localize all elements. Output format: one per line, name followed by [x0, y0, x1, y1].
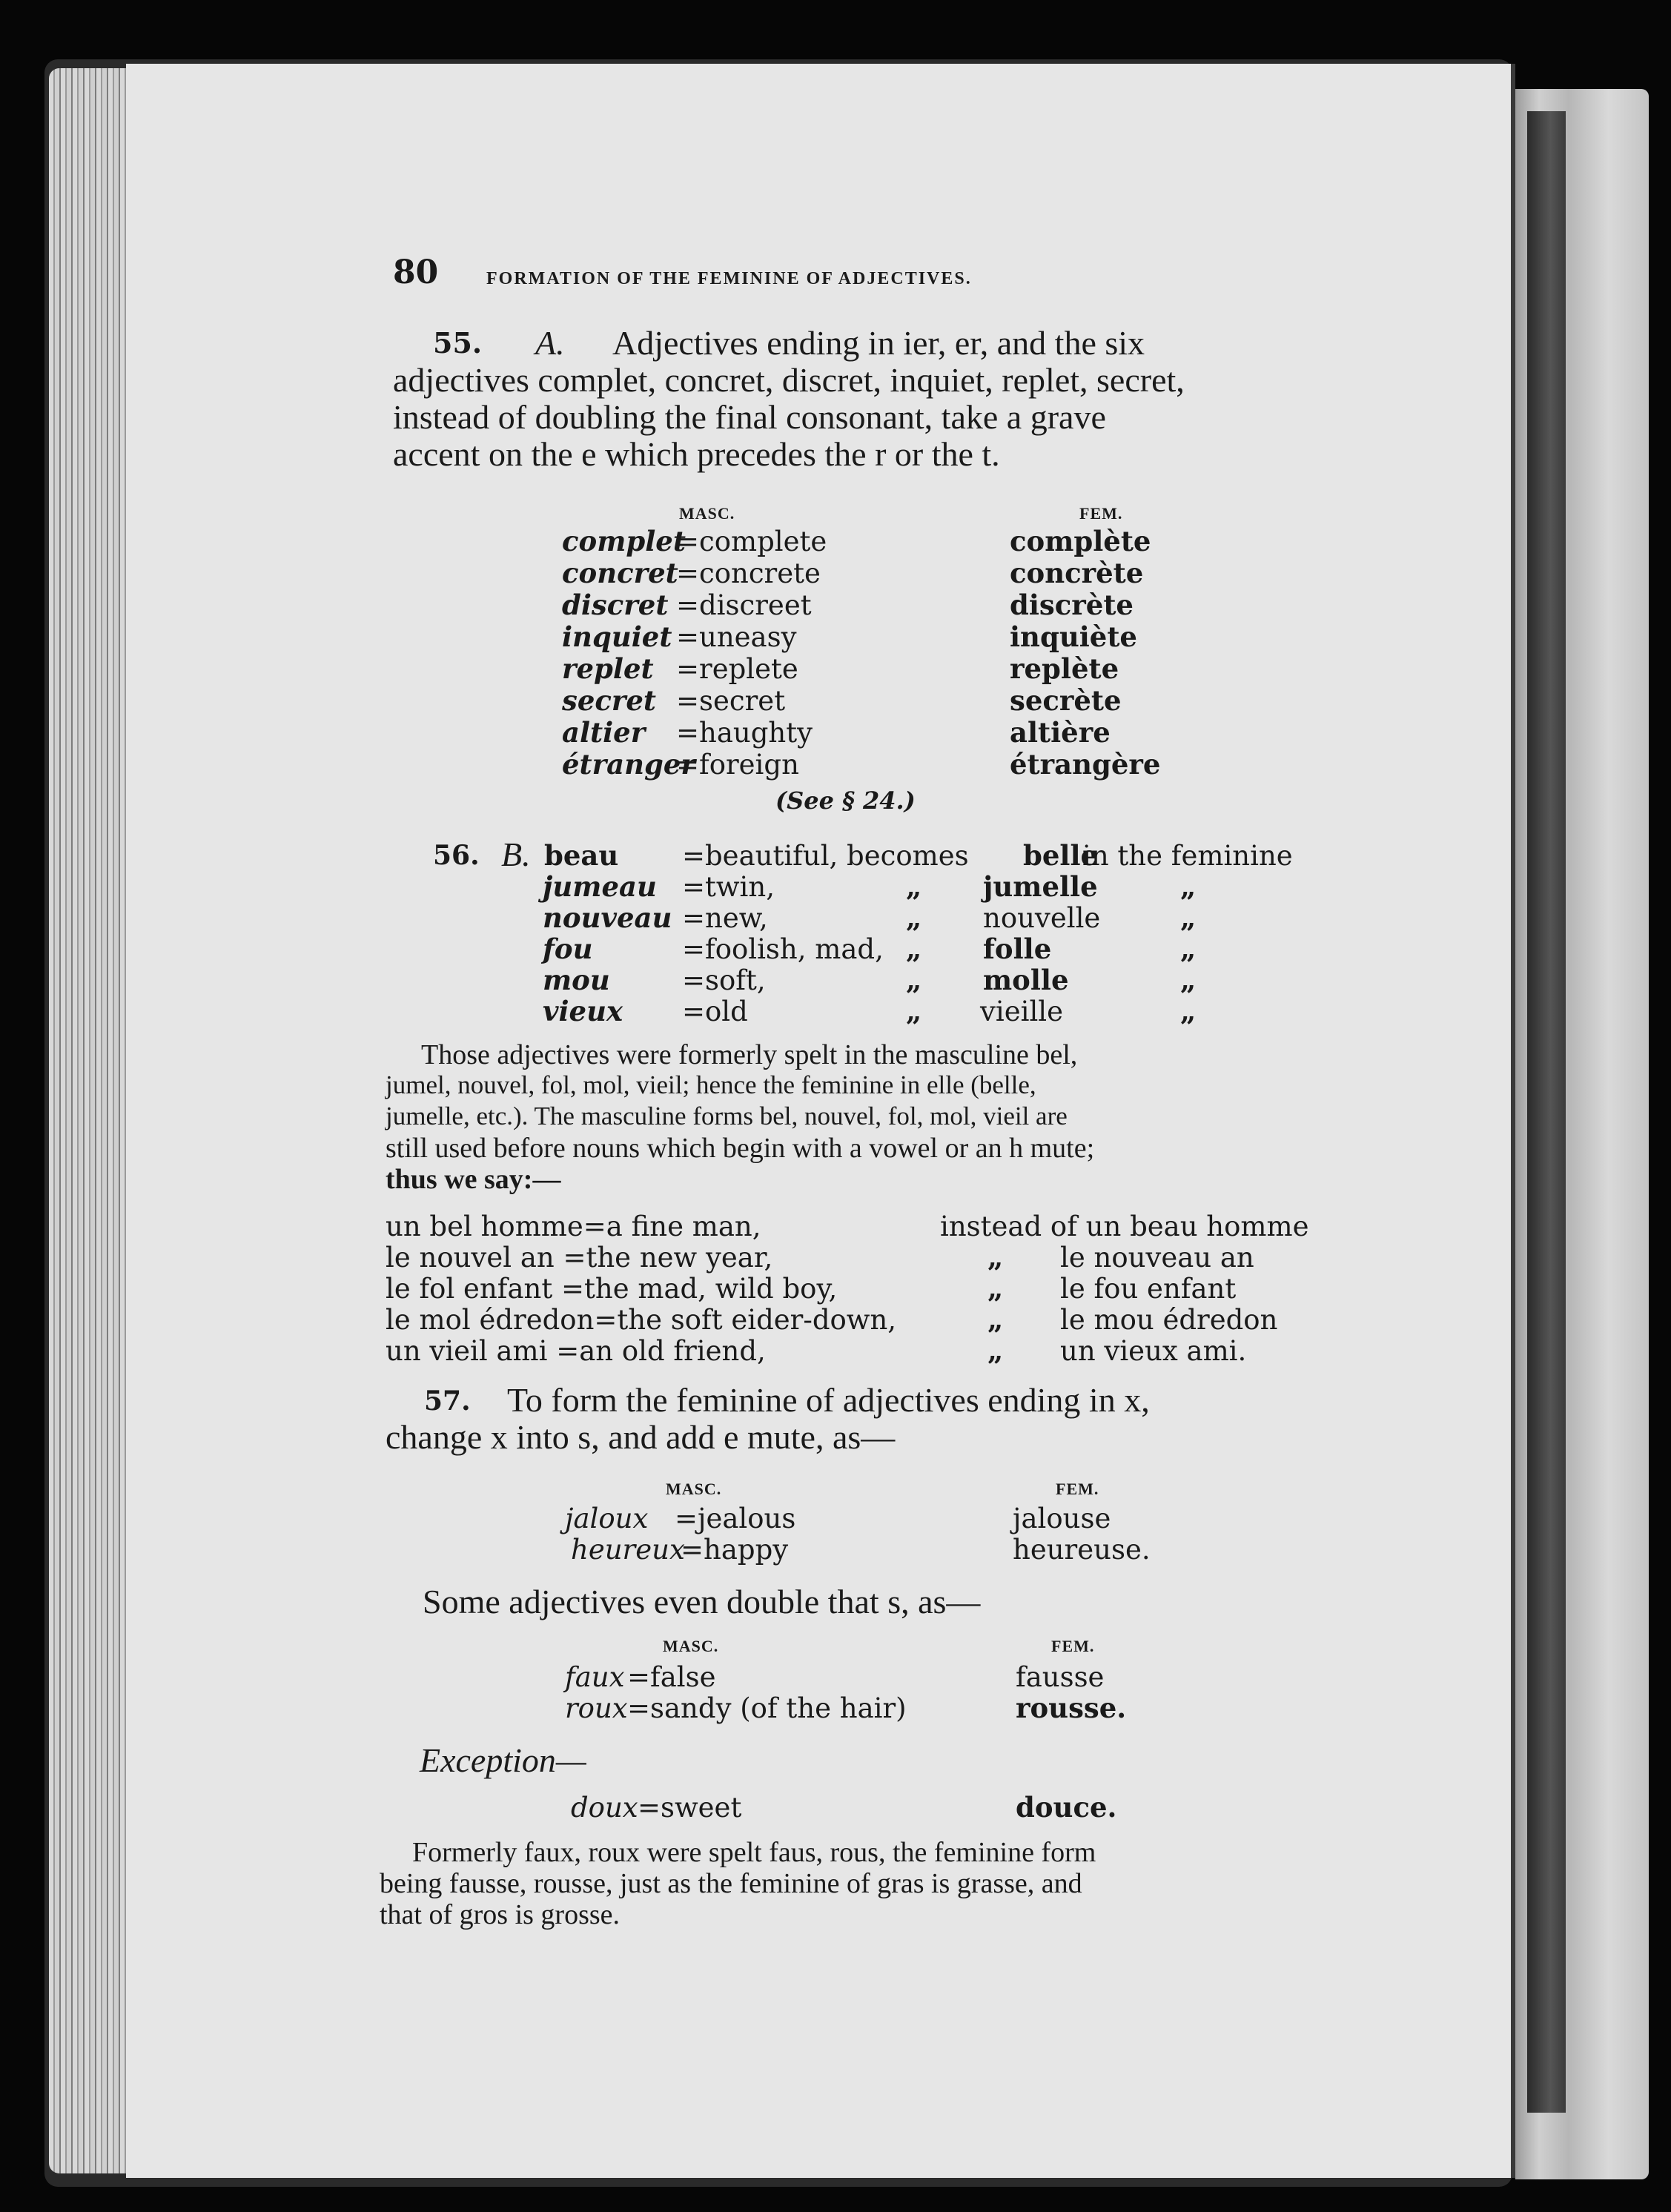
meaning: =sweet: [638, 1792, 742, 1824]
fem-word: nouvelle: [983, 902, 1101, 934]
ditto-mark: „: [906, 933, 922, 965]
meaning: =foreign: [676, 749, 799, 781]
masc-word: heureux: [571, 1534, 685, 1566]
meaning: =soft,: [682, 964, 766, 996]
fem-word: complète: [1010, 525, 1151, 557]
example-right: instead of un beau homme: [940, 1211, 1309, 1242]
example-left: le mol édredon=the soft eider-down,: [386, 1304, 897, 1336]
page-edges: [49, 68, 130, 2173]
ditto-mark: „: [906, 870, 922, 903]
fem-word: belle: [1023, 839, 1099, 872]
fem-word: vieille: [980, 996, 1064, 1027]
note-line: Formerly faux, roux were spelt faus, rous, the feminine form: [412, 1837, 1096, 1868]
note-line: still used before nouns which begin with a vowel or an h mute;: [386, 1133, 1095, 1164]
masc-word: nouveau: [543, 901, 672, 934]
note-line: thus we say:—: [386, 1164, 561, 1195]
column-header-masc: MASC.: [666, 1480, 722, 1498]
fem-word: douce.: [1016, 1791, 1117, 1824]
fem-word: étrangère: [1010, 748, 1161, 781]
meaning: =old: [682, 996, 748, 1027]
meaning: =beautiful, becomes: [682, 840, 969, 872]
meaning: =jealous: [675, 1503, 796, 1534]
note-line: jumel, nouvel, fol, mol, vieil; hence the feminine in elle (belle,: [386, 1070, 1036, 1099]
body-line: instead of doubling the final consonant, take a grave: [393, 398, 1106, 436]
meaning: =uneasy: [676, 621, 797, 653]
meaning: =sandy (of the hair): [627, 1692, 907, 1724]
cross-reference: (See § 24.): [775, 787, 916, 815]
example-left: un vieil ami =an old friend,: [386, 1335, 766, 1367]
ditto-mark: „: [1180, 995, 1197, 1027]
note-line: jumelle, etc.). The masculine forms bel, nouvel, fol, mol, vieil are: [386, 1102, 1068, 1130]
masc-word: concret: [562, 557, 678, 589]
ditto-mark: „: [906, 964, 922, 996]
section-number: 56.: [433, 840, 480, 871]
note-line: that of gros is grosse.: [380, 1899, 621, 1930]
note-line: Those adjectives were formerly spelt in the masculine bel,: [421, 1039, 1078, 1070]
section-number: 55.: [433, 326, 483, 360]
fem-word: concrète: [1010, 557, 1144, 589]
fem-word: inquiète: [1010, 620, 1137, 653]
masc-word: altier: [562, 716, 646, 749]
ditto-mark: „: [906, 901, 922, 934]
masc-word: complet: [562, 525, 686, 557]
meaning: =twin,: [682, 871, 775, 903]
running-title: FORMATION OF THE FEMININE OF ADJECTIVES.: [486, 269, 972, 288]
masc-word: doux: [571, 1792, 638, 1824]
note-line: being fausse, rousse, just as the feminine of gras is grasse, and: [380, 1868, 1082, 1899]
column-header-masc: MASC.: [679, 504, 735, 523]
ditto-mark: „: [1180, 901, 1197, 934]
ditto-mark: „: [906, 995, 922, 1027]
body-line: Adjectives ending in ier, er, and the six: [612, 324, 1145, 362]
example-right: le nouveau an: [1060, 1242, 1254, 1274]
column-header-fem: FEM.: [1056, 1480, 1099, 1498]
meaning: =new,: [682, 902, 768, 934]
section-letter: B.: [501, 835, 531, 873]
ditto-mark: „: [987, 1272, 1004, 1305]
fem-word: secrète: [1010, 684, 1122, 717]
body-line: change x into s, and add e mute, as—: [386, 1418, 896, 1456]
masc-word: étranger: [562, 748, 695, 781]
meaning: =discreet: [676, 589, 812, 621]
section-number: 57.: [424, 1385, 471, 1417]
section-letter: A.: [535, 324, 565, 362]
ditto-mark: „: [1180, 964, 1197, 996]
example-right: le fou enfant: [1060, 1273, 1237, 1305]
fem-word: heureuse.: [1013, 1534, 1151, 1566]
body-line: Some adjectives even double that s, as—: [423, 1583, 981, 1620]
masc-word: secret: [562, 684, 657, 717]
column-header-masc: MASC.: [663, 1637, 719, 1655]
masc-word: fou: [543, 933, 593, 965]
binding-shadow: [1527, 111, 1566, 2113]
example-right: un vieux ami.: [1060, 1335, 1247, 1367]
masc-word: inquiet: [562, 620, 672, 653]
row-tail: in the feminine: [1082, 840, 1293, 872]
fem-word: replète: [1010, 652, 1119, 685]
ditto-mark: „: [987, 1334, 1004, 1367]
masc-word: jumeau: [543, 870, 657, 903]
meaning: =happy: [681, 1534, 789, 1566]
ditto-mark: „: [1180, 870, 1197, 903]
fem-word: rousse.: [1016, 1692, 1127, 1724]
fem-word: discrète: [1010, 589, 1134, 621]
masc-word: vieux: [543, 995, 623, 1027]
fem-word: fausse: [1016, 1661, 1105, 1693]
masc-word: jaloux: [565, 1503, 649, 1534]
example-left: un bel homme=a fine man,: [386, 1211, 761, 1242]
ditto-mark: „: [1180, 933, 1197, 965]
ditto-mark: „: [987, 1303, 1004, 1336]
column-header-fem: FEM.: [1079, 504, 1123, 523]
example-left: le fol enfant =the mad, wild boy,: [386, 1273, 838, 1305]
meaning: =replete: [676, 653, 798, 685]
masc-word: mou: [543, 964, 610, 996]
example-left: le nouvel an =the new year,: [386, 1242, 773, 1274]
body-line: To form the feminine of adjectives ending in x,: [507, 1381, 1150, 1419]
fem-word: jumelle: [983, 870, 1098, 903]
page-number: 80: [393, 254, 439, 291]
masc-word: beau: [544, 839, 619, 872]
meaning: =haughty: [676, 717, 813, 749]
masc-word: replet: [562, 652, 654, 685]
body-line: accent on the e which precedes the r or the t.: [393, 435, 1000, 473]
masc-word: roux: [565, 1692, 628, 1724]
fem-word: jalouse: [1013, 1503, 1111, 1534]
body-line: adjectives complet, concret, discret, inquiet, replet, secret,: [393, 361, 1185, 399]
meaning: =foolish, mad,: [682, 933, 884, 965]
meaning: =concrete: [676, 557, 821, 589]
meaning: =complete: [676, 526, 827, 557]
fem-word: molle: [983, 964, 1069, 996]
masc-word: faux: [565, 1661, 625, 1693]
meaning: =false: [627, 1661, 716, 1693]
column-header-fem: FEM.: [1051, 1637, 1095, 1655]
masc-word: discret: [562, 589, 669, 621]
fem-word: altière: [1010, 716, 1111, 749]
meaning: =secret: [676, 685, 786, 717]
fem-word: folle: [983, 933, 1052, 965]
exception-label: Exception—: [420, 1741, 586, 1779]
example-right: le mou édredon: [1060, 1304, 1278, 1336]
ditto-mark: „: [987, 1241, 1004, 1274]
